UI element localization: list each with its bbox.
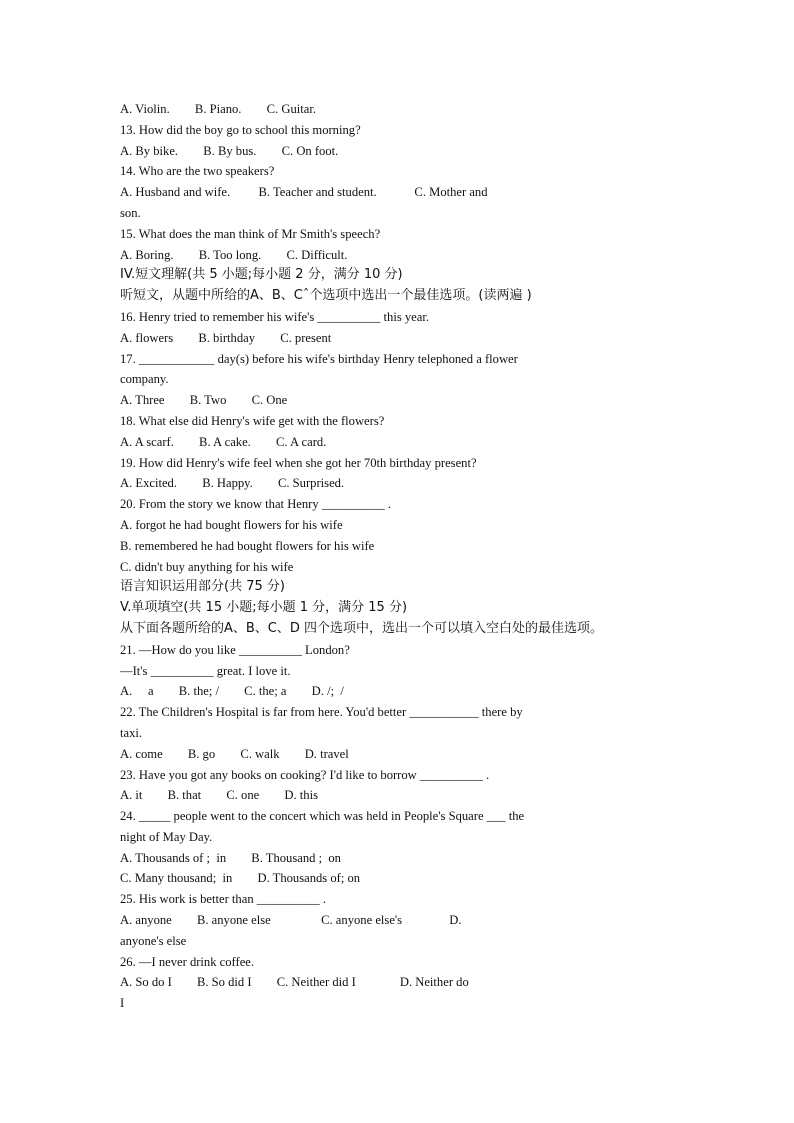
exam-page xyxy=(120,99,676,1014)
options-25: A. anyone B. anyone else C. anyone else's D. xyxy=(120,913,462,928)
options-26-cont: I xyxy=(120,996,125,1011)
question-24-cont: night of May Day. xyxy=(120,829,213,844)
option-20b: B. remembered he had bought flowers for his wife xyxy=(120,538,375,553)
question-24: 24. _____ people went to the concert which was held in People's Square ___ the xyxy=(120,809,525,824)
options-13: A. By bike. B. By bus. C. On foot. xyxy=(120,143,339,158)
section-iv-instructions: 听短文，从题中所给的A、B、Cˆ个选项中选出一个最佳选项。(读两遍 ) xyxy=(120,288,532,304)
section-iv-heading: IV.短文理解(共 5 小题;每小题 2 分，满分 10 分) xyxy=(120,267,403,283)
question-17-cont: company. xyxy=(120,372,169,387)
options-24-cd: C. Many thousand; in D. Thousands of; on xyxy=(120,871,361,886)
question-22: 22. The Children's Hospital is far from here. You'd better ___________ there by xyxy=(120,705,523,720)
question-25: 25. His work is better than __________ . xyxy=(120,892,327,907)
question-21-reply: —It's __________ great. I love it. xyxy=(120,663,291,678)
options-19: A. Excited. B. Happy. C. Surprised. xyxy=(120,476,345,491)
options-17: A. Three B. Two C. One xyxy=(120,393,288,408)
options-26: A. So do I B. So did I C. Neither did I D. Neither do xyxy=(120,975,469,990)
question-14: 14. Who are the two speakers? xyxy=(120,164,275,179)
question-15: 15. What does the man think of Mr Smith's speech? xyxy=(120,226,381,241)
question-20: 20. From the story we know that Henry __________ . xyxy=(120,497,392,512)
question-17: 17. ____________ day(s) before his wife's birthday Henry telephoned a flower xyxy=(120,351,518,366)
option-20a: A. forgot he had bought flowers for his wife xyxy=(120,517,343,532)
question-18: 18. What else did Henry's wife get with the flowers? xyxy=(120,413,385,428)
question-19: 19. How did Henry's wife feel when she got her 70th birthday present? xyxy=(120,455,477,470)
question-16: 16. Henry tried to remember his wife's __________ this year. xyxy=(120,309,430,324)
options-14-cont: son. xyxy=(120,205,141,220)
section-v-heading: V.单项填空(共 15 小题;每小题 1 分，满分 15 分) xyxy=(120,600,408,616)
part-heading: 语言知识运用部分(共 75 分) xyxy=(120,579,285,595)
options-23: A. it B. that C. one D. this xyxy=(120,788,319,803)
options-22: A. come B. go C. walk D. travel xyxy=(120,746,349,761)
options-14: A. Husband and wife. B. Teacher and student. C. Mother and xyxy=(120,185,488,200)
question-23: 23. Have you got any books on cooking? I'd like to borrow __________ . xyxy=(120,767,490,782)
options-15: A. Boring. B. Too long. C. Difficult. xyxy=(120,247,348,262)
options-24-ab: A. Thousands of ; in B. Thousand ; on xyxy=(120,850,341,865)
options-16: A. flowers B. birthday C. present xyxy=(120,330,332,345)
question-22-cont: taxi. xyxy=(120,725,143,740)
text-line: A. Violin. B. Piano. C. Guitar. xyxy=(120,102,316,116)
options-21: A. a B. the; / C. the; a D. /; / xyxy=(120,684,344,699)
options-18: A. A scarf. B. A cake. C. A card. xyxy=(120,434,327,449)
question-26: 26. —I never drink coffee. xyxy=(120,954,255,969)
section-v-instructions: 从下面各题所给的A、B、C、D 四个选项中，选出一个可以填入空白处的最佳选项。 xyxy=(120,620,604,636)
question-13: 13. How did the boy go to school this morning? xyxy=(120,122,361,137)
question-21: 21. —How do you like __________ London? xyxy=(120,642,350,657)
options-25-cont: anyone's else xyxy=(120,933,187,948)
option-20c: C. didn't buy anything for his wife xyxy=(120,559,294,574)
